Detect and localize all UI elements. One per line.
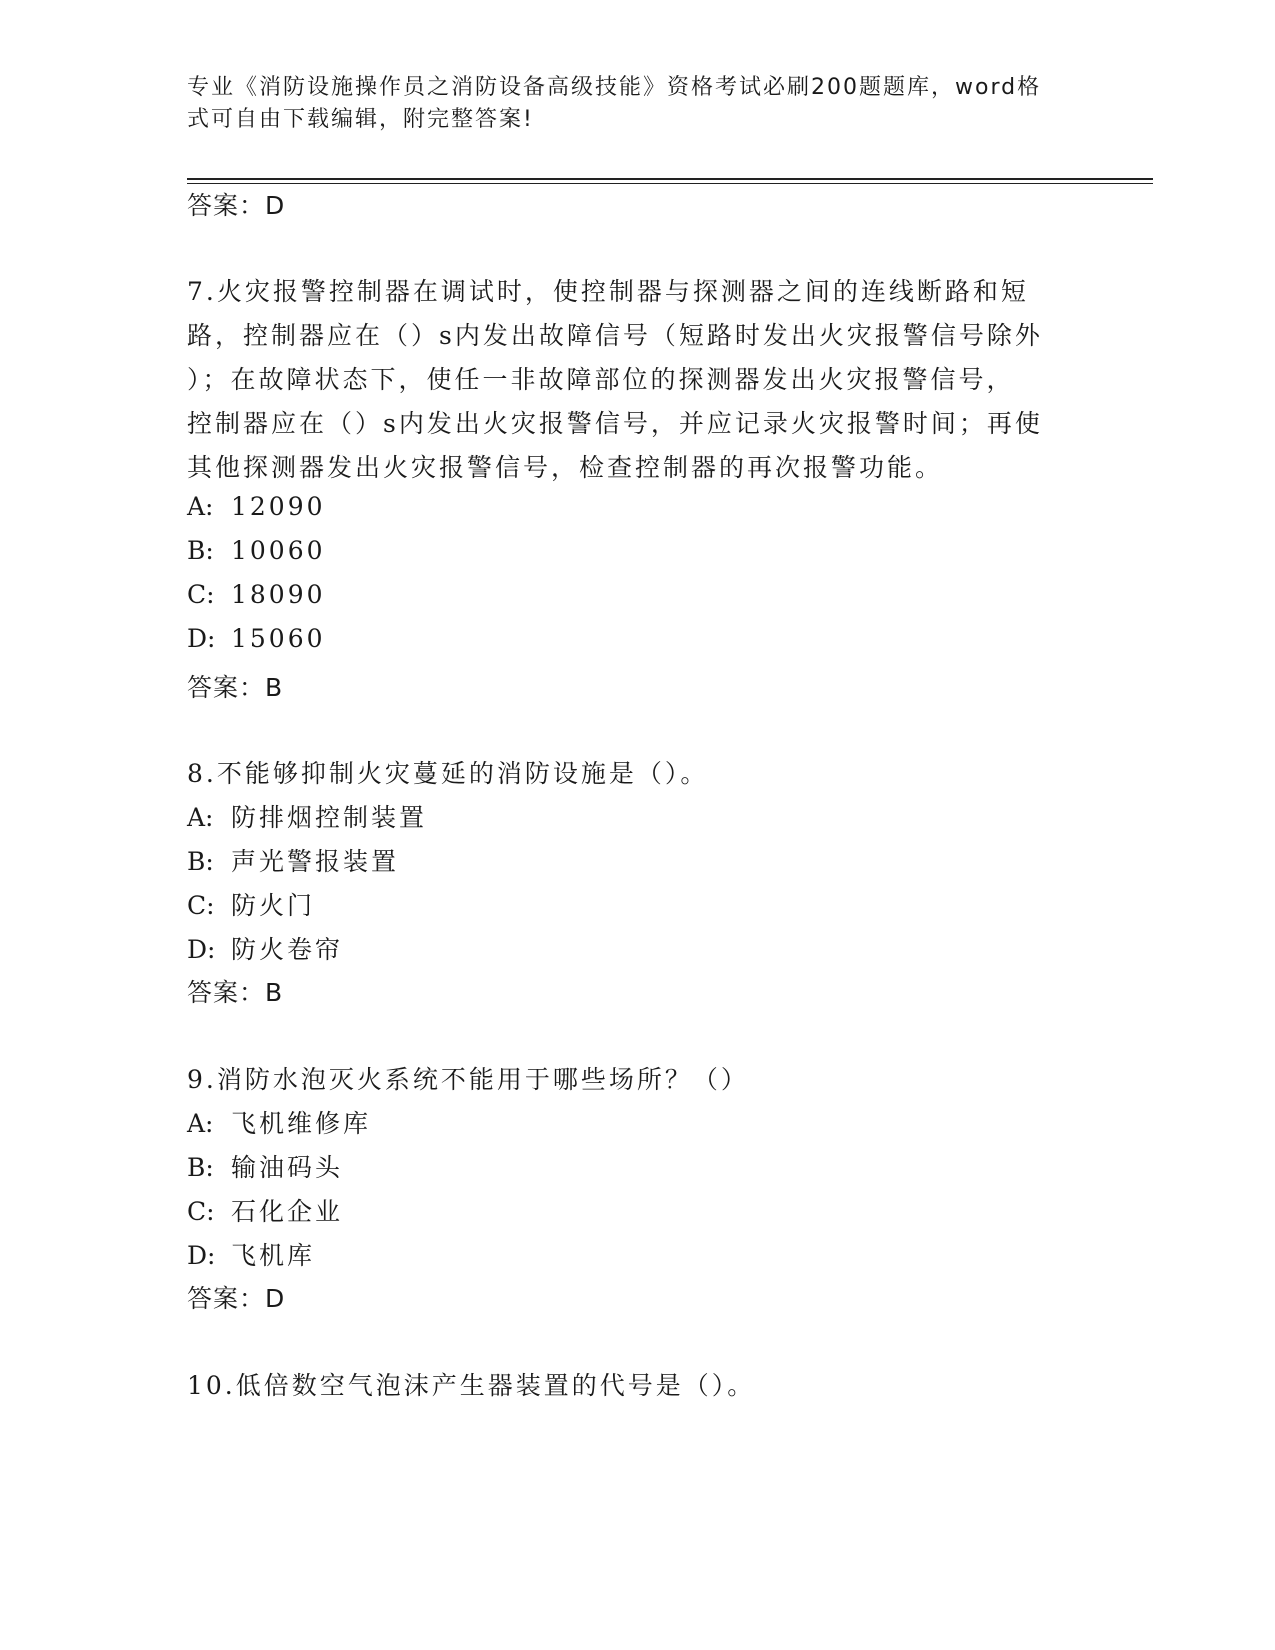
option-letter: D: bbox=[187, 624, 216, 653]
option-letter: B: bbox=[187, 847, 214, 876]
q7-line-1: 7.火灾报警控制器在调试时，使控制器与探测器之间的连线断路和短 bbox=[187, 277, 1029, 306]
option-text: 防火门 bbox=[231, 891, 316, 920]
option-text: 15060 bbox=[231, 624, 326, 653]
option-letter: C: bbox=[187, 1197, 215, 1226]
option-text: 防排烟控制装置 bbox=[231, 803, 428, 832]
q9-option-a bbox=[187, 1104, 371, 1140]
q8-option-c bbox=[187, 886, 315, 922]
q7-option-d bbox=[187, 624, 326, 653]
option-letter: B: bbox=[187, 1153, 214, 1182]
option-letter: C: bbox=[187, 891, 215, 920]
q9-question: 9.消防水泡灭火系统不能用于哪些场所？（） bbox=[187, 1065, 749, 1094]
q9-option-d bbox=[187, 1236, 315, 1272]
header-line-1: 专业《消防设施操作员之消防设备高级技能》资格考试必刷200题题库，word格 bbox=[187, 75, 1042, 100]
option-text: 18090 bbox=[231, 580, 326, 609]
option-text: 12090 bbox=[231, 492, 326, 521]
q9-option-c bbox=[187, 1192, 343, 1228]
option-letter: D: bbox=[187, 935, 216, 964]
q7-line-5: 其他探测器发出火灾报警信号，检查控制器的再次报警功能。 bbox=[187, 453, 944, 482]
header-rule-thin bbox=[187, 183, 1153, 184]
option-text: 飞机库 bbox=[231, 1241, 316, 1270]
option-letter: A: bbox=[187, 492, 214, 521]
option-letter: A: bbox=[187, 1109, 214, 1138]
option-letter: B: bbox=[187, 536, 214, 565]
q9-option-b bbox=[187, 1148, 343, 1184]
q9-answer: 答案：D bbox=[187, 1284, 286, 1313]
option-text: 10060 bbox=[231, 536, 326, 565]
option-letter: A: bbox=[187, 803, 214, 832]
option-text: 输油码头 bbox=[231, 1153, 344, 1182]
option-text: 声光警报装置 bbox=[231, 847, 400, 876]
page-header bbox=[187, 72, 1067, 136]
q7-option-a bbox=[187, 492, 326, 521]
q7-option-b bbox=[187, 536, 326, 565]
option-text: 石化企业 bbox=[231, 1197, 344, 1226]
option-text: 防火卷帘 bbox=[231, 935, 344, 964]
q7-answer: 答案：B bbox=[187, 673, 284, 702]
q7-option-c bbox=[187, 580, 326, 609]
option-letter: C: bbox=[187, 580, 215, 609]
q8-option-a bbox=[187, 798, 427, 834]
q8-option-b bbox=[187, 842, 399, 878]
q7-line-2: 路，控制器应在（）s内发出故障信号（短路时发出火灾报警信号除外 bbox=[187, 321, 1043, 350]
q8-option-d bbox=[187, 930, 343, 966]
q7-line-4: 控制器应在（）s内发出火灾报警信号，并应记录火灾报警时间；再使 bbox=[187, 409, 1043, 438]
answer-previous: 答案：D bbox=[187, 191, 286, 220]
option-letter: D: bbox=[187, 1241, 216, 1270]
q7-line-3: ）；在故障状态下，使任一非故障部位的探测器发出火灾报警信号， bbox=[187, 365, 1015, 394]
option-text: 飞机维修库 bbox=[231, 1109, 372, 1138]
q10-question: 10.低倍数空气泡沫产生器装置的代号是（）。 bbox=[187, 1371, 756, 1400]
q8-answer: 答案：B bbox=[187, 978, 284, 1007]
header-rule-thick bbox=[187, 178, 1153, 180]
header-line-2: 式可自由下载编辑，附完整答案! bbox=[187, 107, 534, 132]
q8-question: 8.不能够抑制火灾蔓延的消防设施是（）。 bbox=[187, 759, 709, 788]
